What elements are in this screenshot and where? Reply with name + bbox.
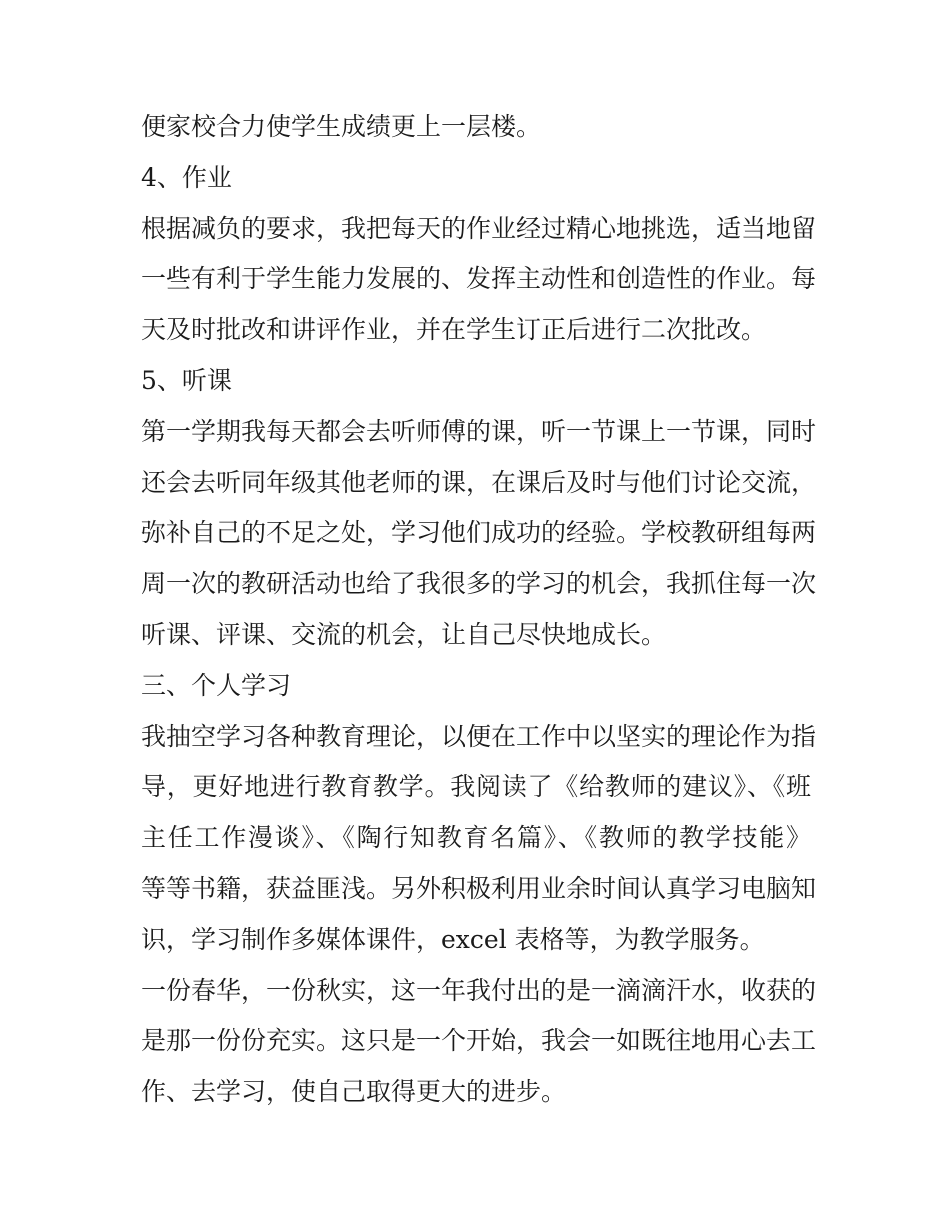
text-line: 弥补自己的不足之处，学习他们成功的经验。学校教研组每两	[141, 518, 817, 548]
text-line: 还会去听同年级其他老师的课，在课后及时与他们讨论交流，	[141, 467, 817, 497]
text-line: 主任工作漫谈》、《陶行知教育名篇》、《教师的教学技能》	[141, 823, 811, 853]
text-line: 天及时批改和讲评作业，并在学生订正后进行二次批改。	[141, 315, 767, 345]
text-line: 我抽空学习各种教育理论，以便在工作中以坚实的理论作为指	[141, 721, 817, 751]
text-line: 根据减负的要求，我把每天的作业经过精心地挑选，适当地留	[141, 213, 817, 243]
text-line: 听课、评课、交流的机会，让自己尽快地成长。	[141, 619, 667, 649]
text-line: 等等书籍，获益匪浅。另外积极利用业余时间认真学习电脑知	[141, 873, 817, 903]
document-body	[141, 102, 817, 1118]
text-line: 周一次的教研活动也给了我很多的学习的机会，我抓住每一次	[141, 569, 817, 599]
text-line: 便家校合力使学生成绩更上一层楼。	[141, 112, 542, 141]
text-line: 一些有利于学生能力发展的、发挥主动性和创造性的作业。每	[141, 264, 817, 294]
text-line: 作、去学习，使自己取得更大的进步。	[141, 1077, 567, 1107]
section-heading-homework: 4、作业	[141, 162, 232, 192]
text-line: 是那一份份充实。这只是一个开始，我会一如既往地用心去工	[141, 1026, 817, 1056]
section-heading-lesson-observation: 5、听课	[141, 365, 232, 395]
text-line: 导，更好地进行教育教学。我阅读了《给教师的建议》、《班	[141, 772, 811, 802]
text-line: 一份春华，一份秋实，这一年我付出的是一滴滴汗水，收获的	[141, 975, 817, 1005]
text-line: 识，学习制作多媒体课件，excel 表格等，为教学服务。	[141, 924, 765, 954]
text-line: 第一学期我每天都会去听师傅的课，听一节课上一节课，同时	[141, 416, 817, 446]
section-heading-personal-study: 三、个人学习	[141, 670, 292, 700]
